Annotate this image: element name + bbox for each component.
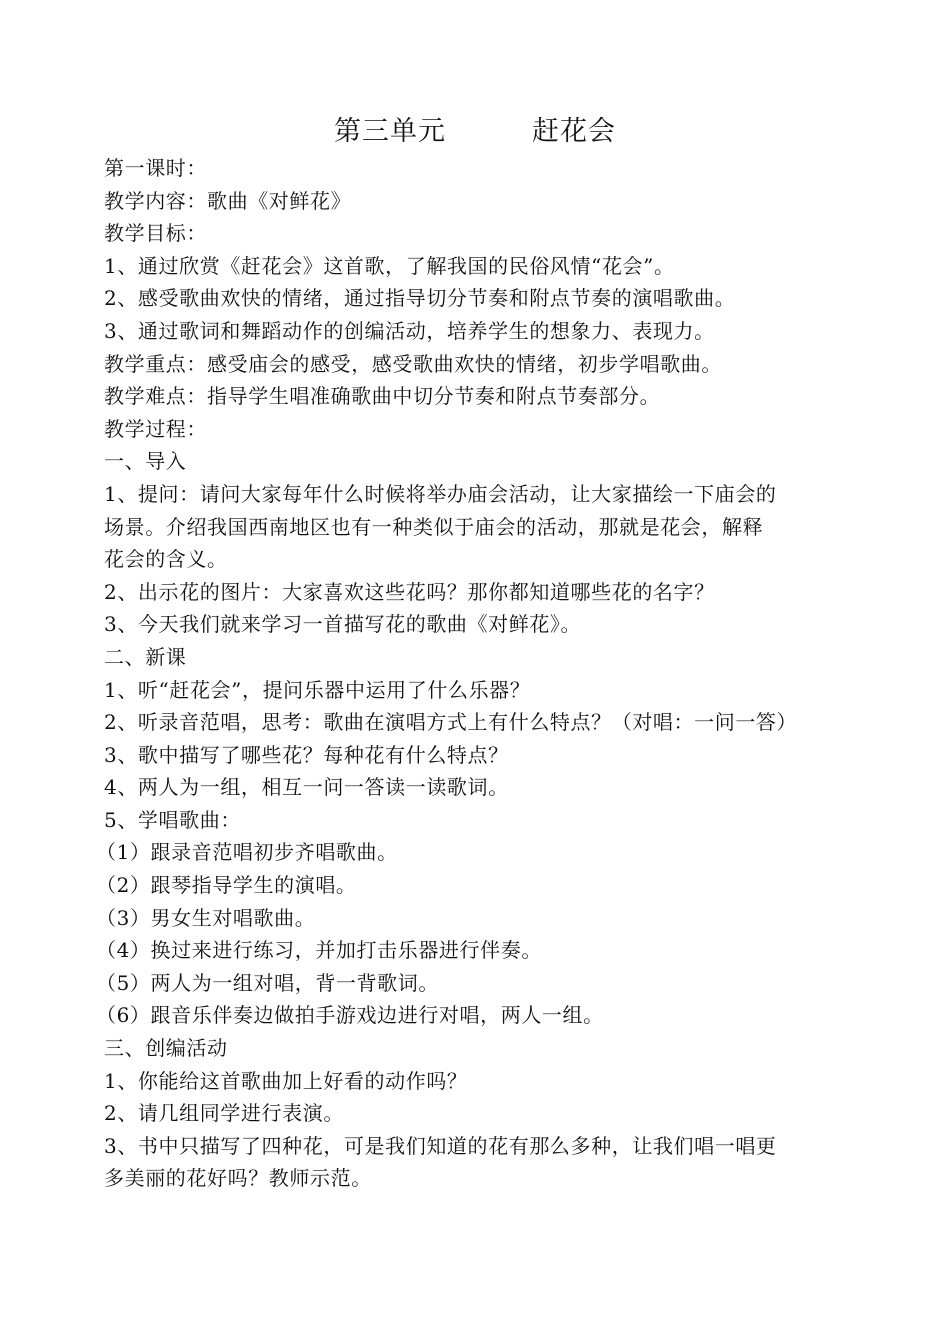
page-title xyxy=(0,112,950,152)
teaching-content: 教学内容：歌曲《对鲜花》 xyxy=(104,188,352,213)
teaching-process-heading: 教学过程： xyxy=(104,416,207,441)
unit-label: 第三单元 xyxy=(334,116,446,147)
section-heading-creative: 三、创编活动 xyxy=(104,1036,228,1061)
creative-item-continued: 多美丽的花好吗？教师示范。 xyxy=(104,1166,372,1191)
teaching-focus: 教学重点：感受庙会的感受，感受歌曲欢快的情绪，初步学唱歌曲。 xyxy=(104,351,722,376)
singing-step: （4）换过来进行练习，并加打击乐器进行伴奏。 xyxy=(96,938,542,963)
creative-item: 2、请几组同学进行表演。 xyxy=(104,1101,344,1126)
teaching-difficulty: 教学难点：指导学生唱准确歌曲中切分节奏和附点节奏部分。 xyxy=(104,384,661,409)
singing-step: （3）男女生对唱歌曲。 xyxy=(96,905,316,930)
new-lesson-item: 4、两人为一组，相互一问一答读一读歌词。 xyxy=(104,775,509,800)
singing-step: （6）跟音乐伴奏边做拍手游戏边进行对唱，两人一组。 xyxy=(96,1003,604,1028)
singing-step: （1）跟录音范唱初步齐唱歌曲。 xyxy=(96,840,398,865)
intro-item: 3、今天我们就来学习一首描写花的歌曲《对鲜花》。 xyxy=(104,612,582,637)
section-heading-new-lesson: 二、新课 xyxy=(104,644,187,669)
goal-item: 3、通过歌词和舞蹈动作的创编活动，培养学生的想象力、表现力。 xyxy=(104,318,715,343)
goal-item: 2、感受歌曲欢快的情绪，通过指导切分节奏和附点节奏的演唱歌曲。 xyxy=(104,286,736,311)
unit-name: 赶花会 xyxy=(532,116,616,147)
goal-item: 1、通过欣赏《赶花会》这首歌，了解我国的民俗风情“花会”。 xyxy=(104,253,675,278)
creative-item: 3、书中只描写了四种花，可是我们知道的花有那么多种，让我们唱一唱更 xyxy=(104,1133,777,1158)
new-lesson-item: 2、听录音范唱，思考：歌曲在演唱方式上有什么特点？（对唱：一问一答） xyxy=(104,710,798,735)
intro-item: 2、出示花的图片：大家喜欢这些花吗？那你都知道哪些花的名字？ xyxy=(104,579,715,604)
new-lesson-item: 3、歌中描写了哪些花？每种花有什么特点？ xyxy=(104,742,509,767)
new-lesson-item: 5、学唱歌曲： xyxy=(104,807,241,832)
teaching-goals-heading: 教学目标： xyxy=(104,221,207,246)
new-lesson-item: 1、听“赶花会”，提问乐器中运用了什么乐器？ xyxy=(104,677,531,702)
section-heading-intro: 一、导入 xyxy=(104,449,187,474)
lesson-content xyxy=(96,152,804,1195)
singing-step: （5）两人为一组对唱，背一背歌词。 xyxy=(96,970,439,995)
intro-item-continued: 花会的含义。 xyxy=(104,547,228,572)
intro-item: 1、提问：请问大家每年什么时候将举办庙会活动，让大家描绘一下庙会的 xyxy=(104,481,777,506)
intro-item-continued: 场景。介绍我国西南地区也有一种类似于庙会的活动，那就是花会，解释 xyxy=(104,514,764,539)
singing-step: （2）跟琴指导学生的演唱。 xyxy=(96,873,357,898)
lesson-period: 第一课时： xyxy=(104,156,207,180)
creative-item: 1、你能给这首歌曲加上好看的动作吗？ xyxy=(104,1068,468,1093)
